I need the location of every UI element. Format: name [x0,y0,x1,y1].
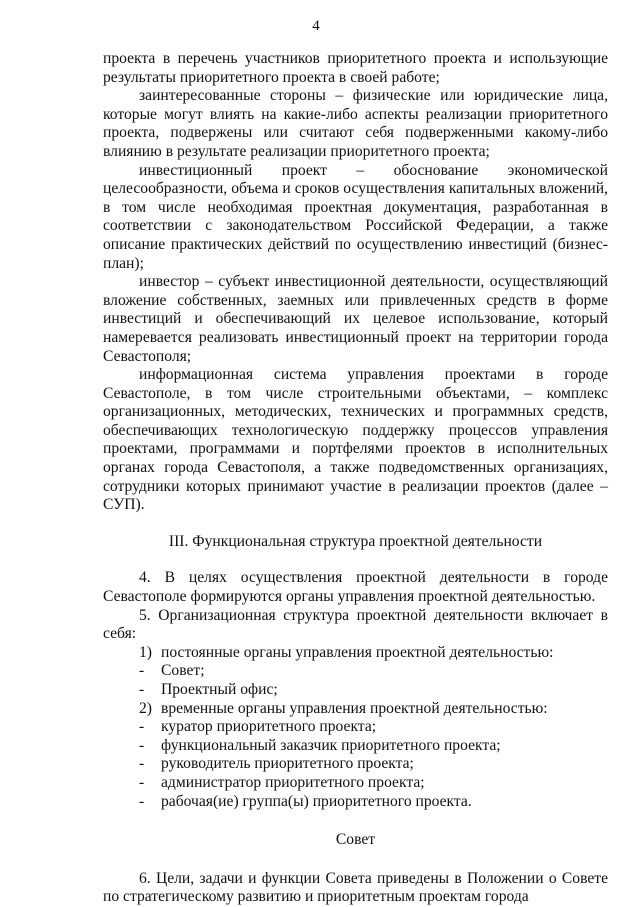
list-marker: 1) [139,643,152,661]
paragraph: инвестиционный проект – обоснование экономической целесообразности, объема и сроков осуществления капитальных вложений, в том числе необходимая проектная документация, разработанная в соответствии с законодательством Российской Федерации, а также описание практических действий по осуществлению инвестиций (бизнес-план); [103,161,608,272]
list-item-text: администратор приоритетного проекта; [161,773,425,791]
section-heading: Совет [335,831,376,849]
section-heading: III. Функциональная структура проектной деятельности [168,532,543,550]
paragraph: 5. Организационная структура проектной деятельности включает в себя: [103,606,608,643]
list-marker: - [139,662,145,680]
list-marker: - [139,681,145,698]
paragraph: инвестор – субъект инвестиционной деятельности, осуществляющий вложение собственных, заемных или привлеченных средств в форме инвестиций и обеспечивающий их целевое использование, который намеревается реализовать инвестиционный проект на территории города Севастополя; [103,273,608,365]
list-item-text: временные органы управления проектной деятельностью: [161,699,548,717]
list-item [103,774,608,793]
page-number: 4 [312,18,320,34]
list-item-text: куратор приоритетного проекта; [161,718,377,736]
list-marker: 2) [139,699,152,717]
list-item [103,681,608,700]
paragraph: проекта в перечень участников приоритетного проекта и использующие результаты приоритетного проекта в своей работе; [103,50,608,86]
list-marker: - [139,773,145,791]
list-item-text: рабочая(ие) группа(ы) приоритетного проекта. [161,792,472,810]
list-marker: - [139,792,145,810]
list-marker: - [139,755,145,773]
paragraph: информационная система управления проектами в городе Севастополе, в том числе строительными объектами, – комплекс организационных, методических, технических и программных средств, обеспечивающих технологическую поддержку процессов управления проектами, программами и портфелями проектов в исполнительных органах города Севастополя, а также подведомственных организациях, сотрудники которых принимают участие в реализации проектов (далее – СУП). [103,366,608,514]
list-item [103,644,608,663]
list-item [103,793,608,812]
org-structure-list [103,644,608,811]
list-item [103,737,608,756]
list-item [103,662,608,681]
document-body [103,50,608,907]
list-item [103,718,608,737]
paragraph: 4. В целях осуществления проектной деятельности в городе Севастополе формируются органы управления проектной деятельностью. [103,569,608,606]
list-item-text: Проектный офис; [161,681,278,698]
list-item-text: руководитель приоритетного проекта; [161,755,414,773]
paragraph: 6. Цели, задачи и функции Совета приведены в Положении о Совете по стратегическому развитию и приоритетным проектам города [103,869,608,906]
list-item-text: функциональный заказчик приоритетного проекта; [161,736,501,754]
list-marker: - [139,736,145,754]
list-item-text: Совет; [161,662,205,680]
list-item [103,755,608,774]
list-item [103,700,608,719]
list-marker: - [139,718,145,736]
paragraph: заинтересованные стороны – физические или юридические лица, которые могут влиять на какие-либо аспекты реализации приоритетного проекта, подвержены или считают себя подверженными какому-либо влиянию в результате реализации приоритетного проекта; [103,87,608,160]
list-item-text: постоянные органы управления проектной деятельностью: [161,643,554,661]
